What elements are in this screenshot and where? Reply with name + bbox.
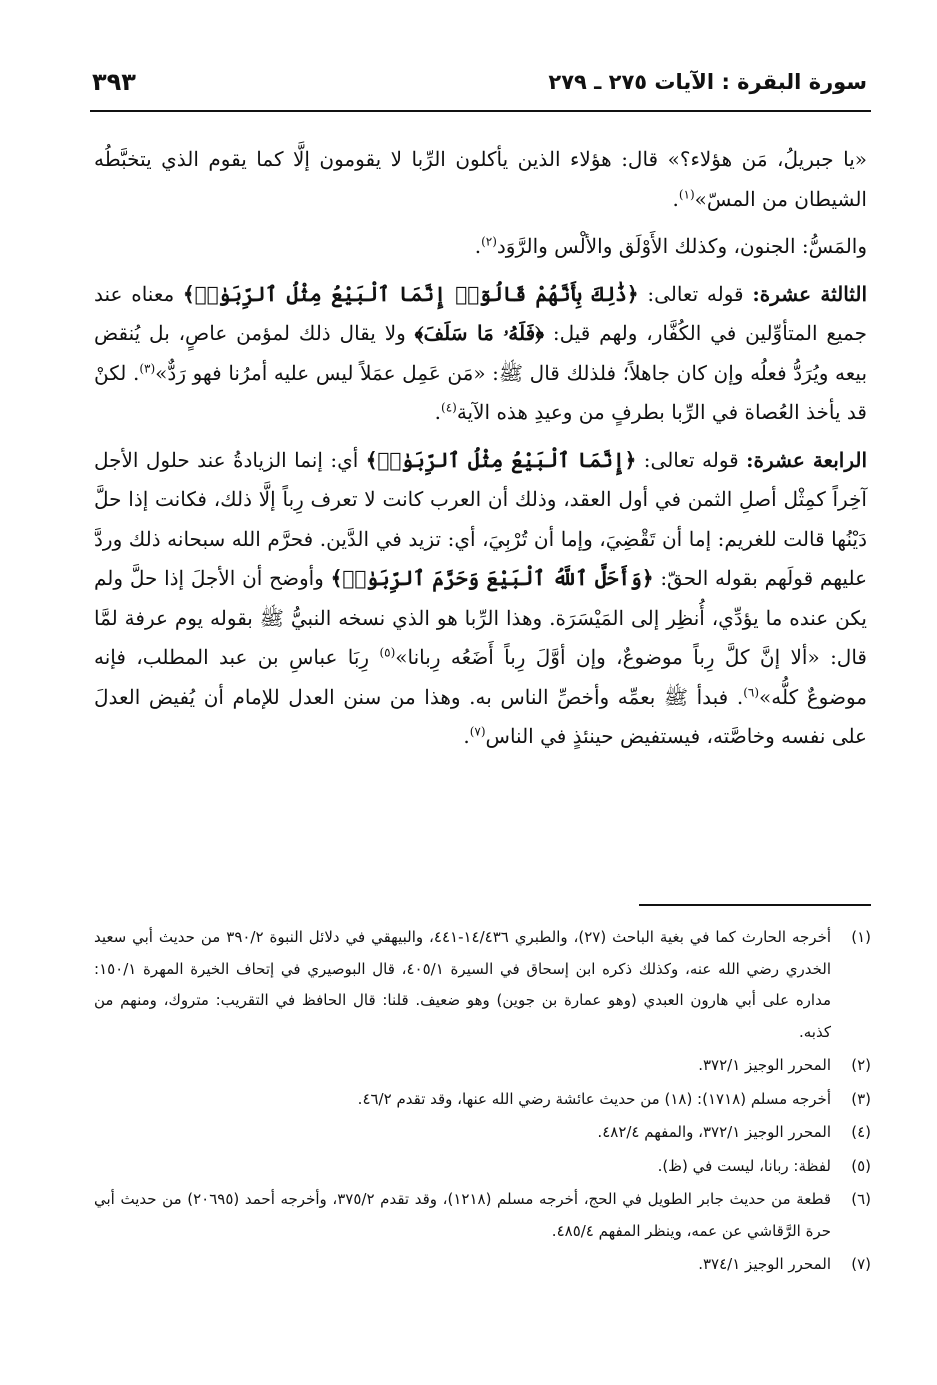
paragraph-text: قوله تعالى: [636, 447, 747, 472]
paragraph-text: وأوضح أن الأجلَ إذا حلَّ ولم يكن عنده ما يؤدِّي، أُنظِر إلى المَيْسَرَة. وهذا الرِّبا هو الذي نسخه النبيُّ ﷺ بقوله يوم عرفة لمَّا قال: «ألا إنَّ كلَّ رِباً موضوعٌ، وإن أوَّلَ رِباً أَضَعُه رِبانا» [94, 566, 867, 669]
footnote-number: (٥) [851, 1156, 871, 1175]
footnote-text: أخرجه الحارث كما في بغية الباحث (٢٧)، والطبري ١٤/٤٣٦-٤٤١، والبيهقي في دلائل النبوة ٣٩٠/٢ من حديث أبي سعيد الخدري رضي الله عنه، وكذلك ذكره ابن إسحاق في السيرة ٤٠٥/١، قال البوصيري في إتحاف الخيرة المهرة ١٥٠/١: مداره على أبي هارون العبدي (وهو عمارة بن جوين) وهو ضعيف. قلنا: قال الحافظ في التقريب: متروك، ومنهم من كذبه. [94, 928, 832, 1041]
paragraph-text: قوله تعالى: [638, 281, 753, 306]
paragraph-hadith-jibril [94, 140, 867, 219]
footnote-text: المحرر الوجيز ٣٧٢/١، والمفهم ٤٨٢/٤. [597, 1123, 831, 1141]
footnote-ref: (٥) [379, 645, 396, 660]
quran-quote: ﴿إِنَّمَا ٱلْبَيْعُ مِثْلُ ٱلرِّبَوٰا۟﴾ [365, 447, 637, 472]
footnote-divider [639, 904, 871, 906]
quran-quote: ﴿ذَٰلِكَ بِأَنَّهُمْ قَالُوٓا۟ إِنَّمَا ٱلْبَيْعُ مِثْلُ ٱلرِّبَوٰا۟﴾ [182, 281, 639, 306]
footnote-ref: (٤) [441, 400, 457, 415]
footnote-item [94, 1249, 871, 1281]
paragraph-end: . [672, 186, 679, 211]
page-number: ٣٩٣ [92, 68, 136, 96]
section-lead: الرابعة عشرة: [746, 447, 868, 472]
footnote-text: أخرجه مسلم (١٧١٨): (١٨) من حديث عائشة رضي الله عنها، وقد تقدم ٤٦/٢. [357, 1089, 831, 1108]
footnote-number: (٦) [851, 1190, 871, 1208]
footnote-number: (٣) [851, 1089, 871, 1108]
paragraph-text: معناه عند جميع المتأوِّلين في الكُفَّار، ولهم قيل: [94, 281, 867, 345]
footnote-item [94, 1151, 871, 1183]
footnote-item [94, 1050, 871, 1082]
paragraph-mass-definition [94, 227, 867, 267]
running-header [92, 60, 867, 104]
footnote-number: (٧) [851, 1255, 871, 1273]
footnote-ref: (٢) [481, 234, 497, 249]
footnote-ref: (١) [678, 186, 695, 201]
footnote-text: المحرر الوجيز ٣٧٢/١. [698, 1056, 831, 1074]
footnote-text: المحرر الوجيز ٣٧٤/١. [698, 1255, 831, 1273]
paragraph-text: «يا جبريلُ، مَن هؤلاء؟» قال: هؤلاء الذين يأكلون الرِّبا لا يقومون إلَّا كما يقوم الذي يتخبَّطُه الشيطان من المسّ» [94, 147, 867, 211]
footnote-item [94, 1184, 871, 1247]
header-divider [90, 110, 871, 112]
footnote-item [94, 1084, 871, 1116]
paragraph-end: . [434, 400, 441, 424]
paragraph-text: ولا يقال ذلك لمؤمن عاصٍ، بل يُنقض بيعه ويُرَدُّ فعلُه وإن كان جاهلاً؛ فلذلك قال ﷺ: «مَن عَمِل عمَلاً ليس عليه أمرُنا فهو رَدٌّ» [94, 321, 868, 385]
footnote-item [94, 1117, 871, 1149]
footnote-number: (٤) [851, 1123, 871, 1141]
footnote-text: لفظة: ربانا، ليست في (ظ). [657, 1156, 831, 1175]
paragraph-text: والمَسُّ: الجنون، وكذلك الأَوْلَق والألْس والرَّوَد [496, 234, 867, 258]
paragraph-end: . [463, 724, 470, 748]
paragraph-end: . [474, 234, 482, 258]
main-text [94, 140, 867, 765]
footnote-ref: (٧) [469, 724, 486, 739]
quran-quote: ﴿وَأَحَلَّ ٱللَّهُ ٱلْبَيْعَ وَحَرَّمَ ٱلرِّبَوٰا۟﴾ [330, 566, 654, 590]
footnote-item [94, 922, 871, 1048]
paragraph-thirteenth [94, 275, 867, 433]
paragraph-text: رِبَا عباسِ بن عبد المطلب، فإنه موضوعٌ كلُّه» [94, 645, 867, 709]
footnote-ref: (٣) [139, 360, 156, 375]
paragraph-text: . فبدأ ﷺ بعمِّه وأخصِّ الناس به. وهذا من سنن العدل للإمام أن يُفيض العدلَ على نفسه وخاصَّته، فيستفيض حينئذٍ في الناس [94, 684, 867, 748]
footnotes [94, 922, 871, 1283]
paragraph-text: أي: إنما الزيادةُ عند حلول الأجل آخِراً كمِثْل أصلِ الثمن في أول العقد، وذلك أن العرب كانت لا تعرف رِباً إلَّا ذلك، فكانت إذا حلَّ دَيْنُها قالت للغريم: إما أن تَقْضِيَ، وإما أن تُرْبِيَ، أي: تزيد في الدَّين. فحرَّم الله سبحانه ذلك وردَّ عليهم قولَهم بقوله الحقّ: [94, 447, 868, 590]
quran-quote: ﴿فَلَهُۥ مَا سَلَفَ﴾ [414, 321, 544, 345]
footnote-text: قطعة من حديث جابر الطويل في الحج، أخرجه مسلم (١٢١٨)، وقد تقدم ٣٧٥/٢، وأخرجه أحمد (٢٠٦٩٥) من حديث أبي حرة الرَّقاشي عن عمه، وينظر المفهم ٤٨٥/٤. [94, 1190, 831, 1240]
footnote-number: (٢) [851, 1056, 871, 1074]
footnote-ref: (٦) [743, 684, 760, 699]
footnote-number: (١) [851, 928, 871, 946]
paragraph-text: . لكنْ قد يأخذ العُصاة في الرِّبا بطرفٍ من وعيدِ هذه الآية [94, 360, 867, 424]
chapter-title: سورة البقرة : الآيات ٢٧٥ ـ ٢٧٩ [548, 70, 867, 94]
section-lead: الثالثة عشرة: [752, 281, 867, 306]
paragraph-fourteenth [94, 441, 867, 757]
